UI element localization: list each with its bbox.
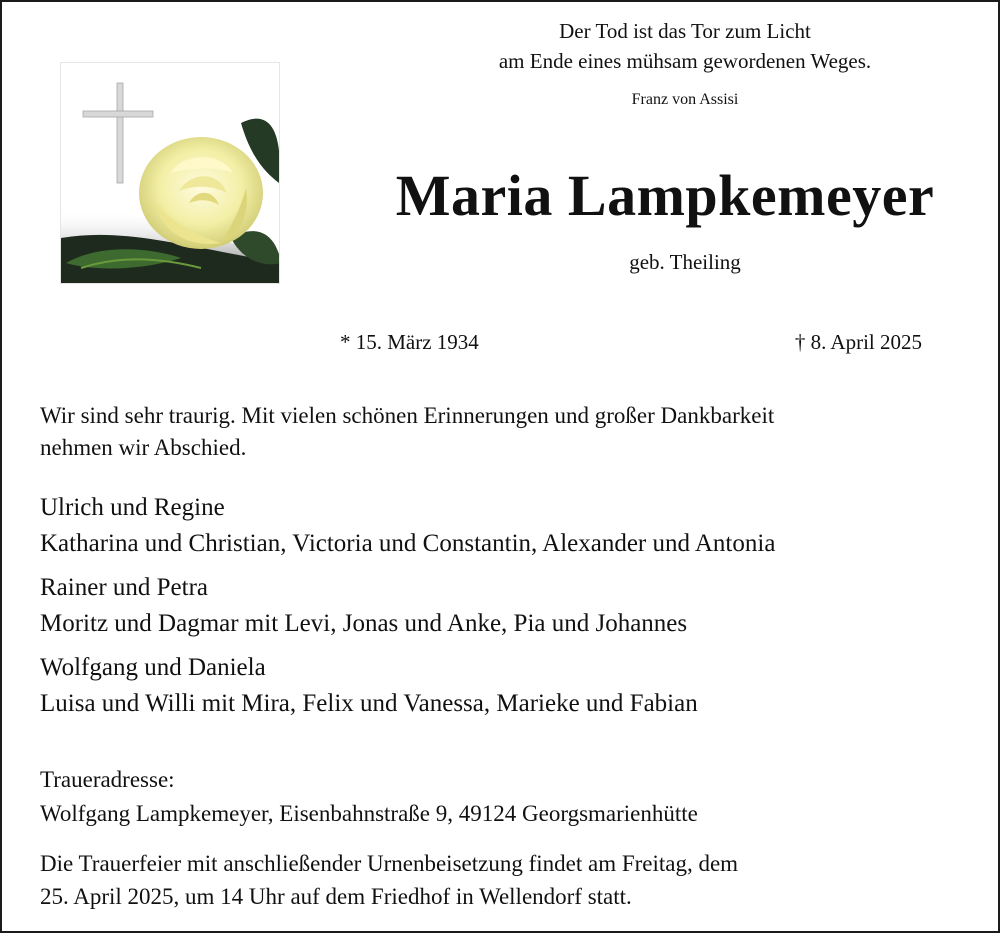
quote-author: Franz von Assisi: [631, 91, 739, 108]
deceased-name: Maria Lampkemeyer: [395, 163, 935, 228]
rose-icon: [139, 137, 263, 249]
family-parents: Rainer und Petra: [40, 574, 209, 601]
quote-line-1: Der Tod ist das Tor zum Licht: [559, 19, 811, 43]
message-line-2: nehmen wir Abschied.: [40, 435, 247, 460]
funeral-info-line-1: Die Trauerfeier mit anschließender Urnenbeisetzung findet am Freitag, dem: [40, 851, 739, 876]
cross-rose-image: [60, 62, 280, 284]
quote-line-2: am Ende eines mühsam gewordenen Weges.: [498, 49, 872, 73]
death-date: † 8. April 2025: [794, 330, 922, 354]
birth-date: * 15. März 1934: [340, 330, 479, 354]
message-line-1: Wir sind sehr traurig. Mit vielen schönen Erinnerungen und großer Dankbarkeit: [40, 403, 775, 428]
mourning-address-label: Traueradresse:: [40, 767, 175, 792]
family-parents: Ulrich und Regine: [40, 494, 225, 521]
maiden-name: geb. Theiling: [629, 250, 741, 274]
family-parents: Wolfgang und Daniela: [40, 654, 266, 681]
funeral-info-line-2: 25. April 2025, um 14 Uhr auf dem Friedhof in Wellendorf statt.: [40, 884, 632, 909]
family-children: Katharina und Christian, Victoria und Constantin, Alexander und Antonia: [40, 530, 776, 557]
family-children: Moritz und Dagmar mit Levi, Jonas und Anke, Pia und Johannes: [40, 610, 688, 637]
mourning-address: Wolfgang Lampkemeyer, Eisenbahnstraße 9, 49124 Georgsmarienhütte: [40, 801, 698, 826]
family-children: Luisa und Willi mit Mira, Felix und Vanessa, Marieke und Fabian: [40, 690, 698, 717]
cross-rose-illustration: [61, 63, 280, 284]
